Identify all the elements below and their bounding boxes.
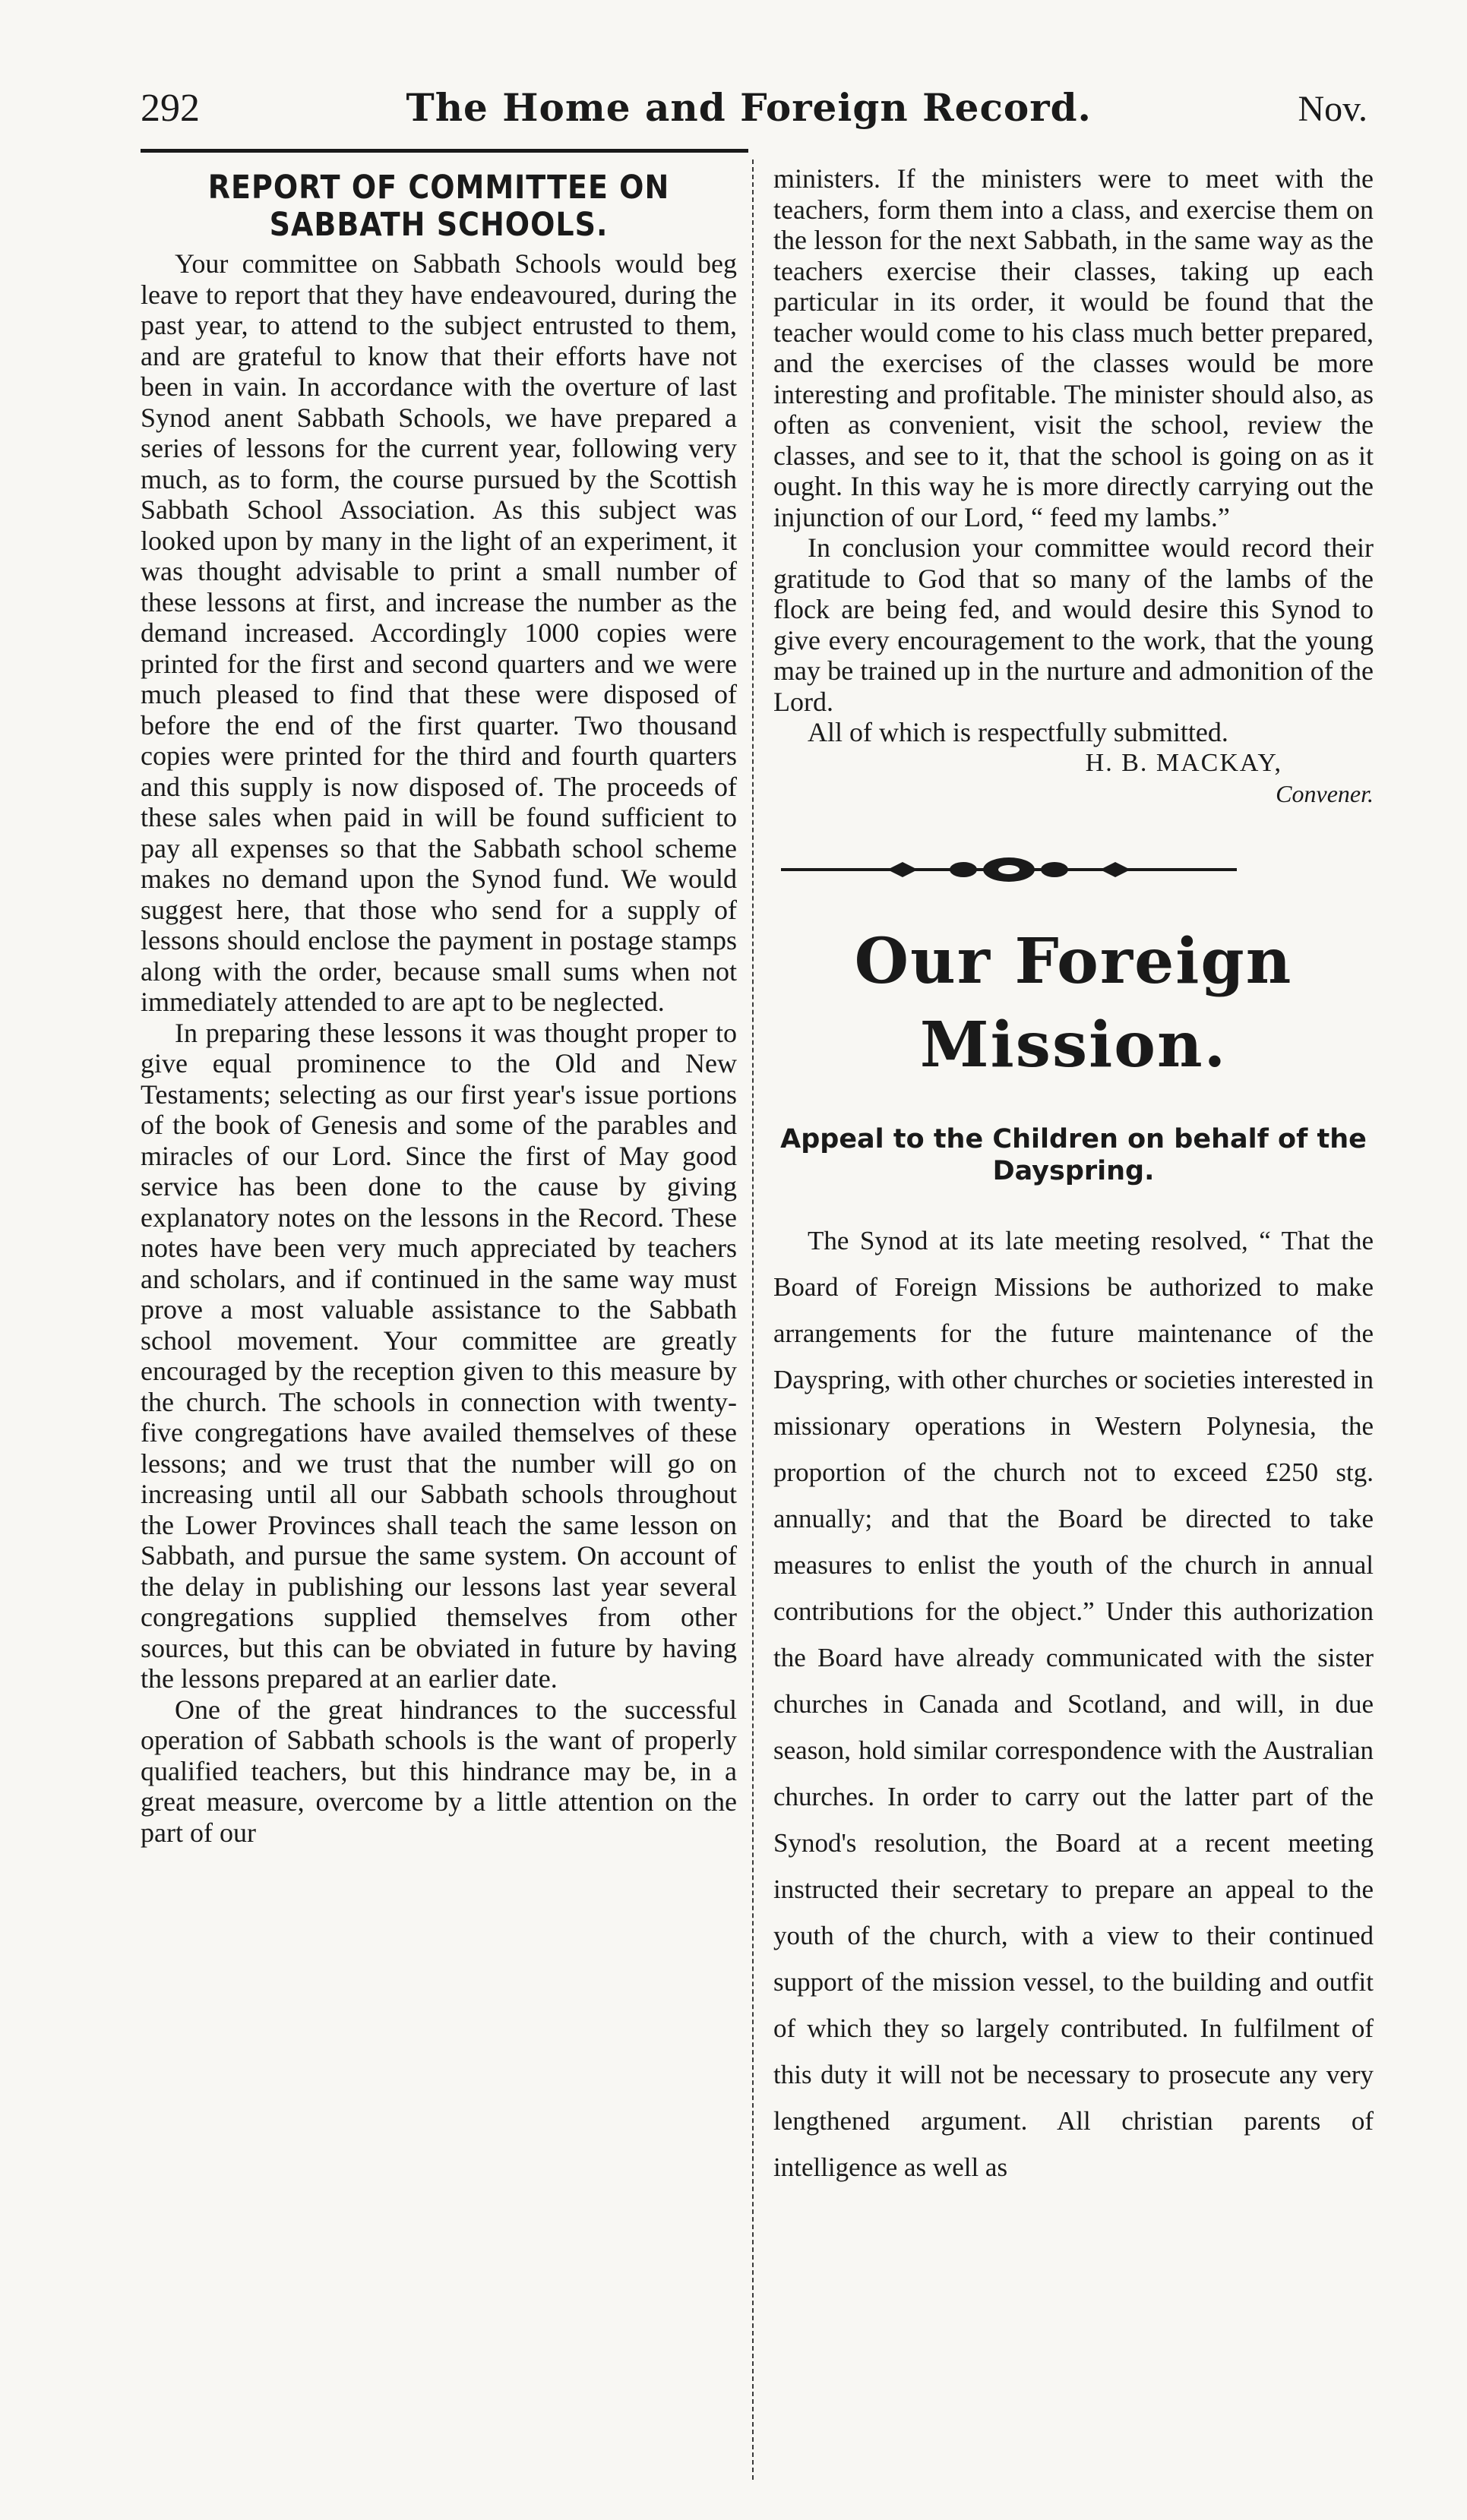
report-heading: REPORT OF COMMITTEE ON SABBATH SCHOOLS.: [207, 168, 670, 244]
appeal-body: [773, 1217, 1374, 2190]
journal-title: The Home and Foreign Record.: [406, 85, 1092, 130]
report-paragraph-1: Your committee on Sabbath Schools would beg leave to report that they have endeavoured, during the past year, to attend to the subject entrusted to them, and are grateful to know that their efforts have not been in vain. In accordance with the overture of last Synod anent Sabbath Schools, we have prepared a series of lessons for the current year, following very much, as to form, the course pursued by the Scottish Sabbath School Association. As this subject was looked upon by many in the light of an experiment, it was thought advisable to print a small number of these lessons at first, and increase the number as the demand increased. Accordingly 1000 copies were printed for the first and second quarters and we were much pleased to find that these were disposed of before the end of the first quarter. Two thousand copies were printed for the third and fourth quarters and this supply is now disposed of. The proceeds of these sales when paid in will be found sufficient to pay all expenses so that the Sabbath school scheme makes no demand upon the Synod fund. We would suggest here, that those who send for a supply of lessons should enclose the payment in postage stamps along with the order, because small sums when not immediately attended to are apt to be neglected.: [141, 248, 737, 1017]
issue-month: Nov.: [1298, 89, 1367, 129]
report-paragraph-3: One of the great hindrances to the successful operation of Sabbath schools is the want of properly qualified teachers, but this hindrance may be, in a great measure, overcome by a little attention on the part of our: [141, 1694, 737, 1848]
report-conclusion: In conclusion your committee would record their gratitude to God that so many of the lambs of the flock are being fed, and would desire this Synod to give every encouragement to the work, that the young may be trained up in the nurture and admonition of the Lord.: [773, 532, 1374, 717]
running-head: [141, 85, 1367, 146]
appeal-paragraph: The Synod at its late meeting resolved, “ That the Board of Foreign Missions be authorized to make arrangements for the future maintenance of the Dayspring, with other churches or societies interested in missionary operations in Western Polynesia, the proportion of the church not to exceed £250 stg. annually; and that the Board be directed to take measures to enlist the youth of the church in annual contributions for the object.” Under this authorization the Board have already communicated with the sister churches in Canada and Scotland, and will, in due season, hold similar correspondence with the Australian churches. In order to carry out the latter part of the Synod's resolution, the Board at a recent meeting instructed their secretary to prepare an appeal to the youth of the church, with a view to their continued support of the mission vessel, to the building and outfit of which they so largely contributed. In fulfilment of this duty it will not be necessary to prosecute any very lengthened argument. All christian parents of intelligence as well as: [773, 1226, 1374, 2182]
right-column: [773, 163, 1374, 2190]
column-divider: [752, 159, 754, 2480]
heading-rule: [141, 149, 748, 153]
report-continuation: ministers. If the ministers were to meet with the teachers, form them into a class, and exercise them on the lesson for the next Sabbath, in the same way as the teachers exercise their classes, taking up each particular in its order, it would be found that the teacher would come to his class much better prepared, and the exercises of the classes would be more interesting and profitable. The minister should also, as often as convenient, visit the school, review the classes, and see to it, that the school is going on as it ought. In this way he is more directly carrying out the injunction of our Lord, “ feed my lambs.”: [773, 163, 1374, 532]
foreign-mission-title: Our Foreign Mission.: [854, 925, 1293, 1082]
left-column: [141, 163, 737, 1848]
signatory-name: H. B. MACKAY,: [1085, 748, 1282, 777]
ornamental-divider: [773, 854, 1244, 885]
report-paragraph-2: In preparing these lessons it was thought proper to give equal prominence to the Old and New Testaments; selecting as our first year's issue portions of the book of Genesis and some of the parables and miracles of our Lord. Since the first of May good service has been done to the cause by giving explanatory notes on the lessons in the Record. These notes have been very much appreciated by teachers and scholars, and if continued in the same way must prove a most valuable assistance to the Sabbath school movement. Your committee are greatly encouraged by the reception given to this measure by the church. The schools in connection with twenty-five congregations have availed themselves of these lessons; and we trust that the number will go on increasing until all our Sabbath schools throughout the Lower Provinces shall teach the same lesson on Sabbath, and pursue the same system. On account of the delay in publishing our lessons last year several congregations supplied themselves from other sources, but this can be obviated in future by having the lessons prepared at an earlier date.: [141, 1017, 737, 1694]
closing-line: All of which is respectfully submitted.: [808, 717, 1228, 747]
appeal-heading: Appeal to the Children on behalf of the Dayspring.: [780, 1124, 1367, 1186]
signatory-role: Convener.: [1276, 779, 1374, 807]
page-number: 292: [141, 87, 200, 130]
